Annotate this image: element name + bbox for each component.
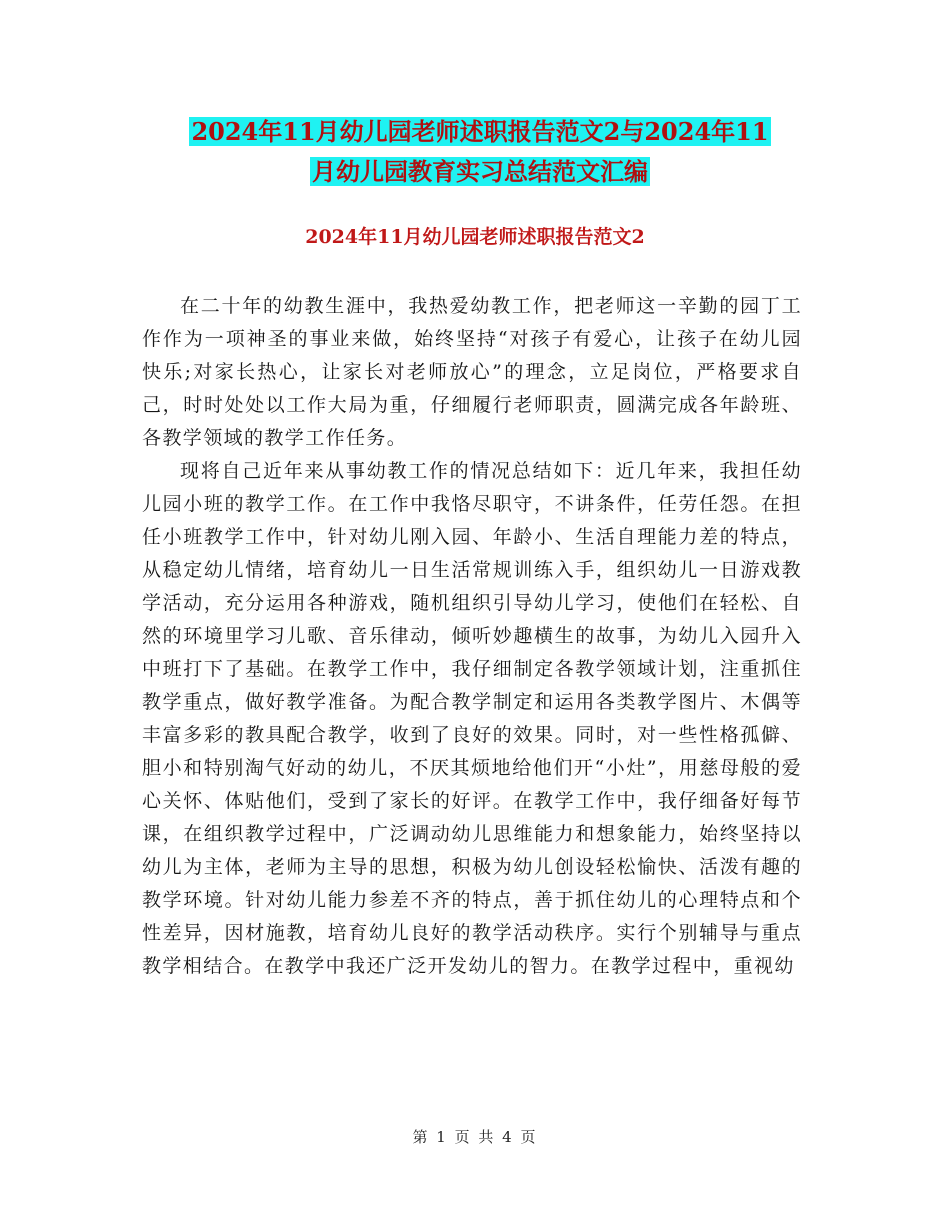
body-text [142,290,802,983]
document-title-line-2: 月幼儿园教育实习总结范文汇编 [312,157,648,186]
section-title: 2024年11月幼儿园老师述职报告范文2 [305,226,645,248]
paragraph-1: 在二十年的幼教生涯中，我热爱幼教工作，把老师这一辛勤的园丁工作作为一项神圣的事业来做，始终坚持“对孩子有爱心，让孩子在幼儿园快乐;对家长热心，让家长对老师放心”的理念，立足岗位，严格要求自己，时时处处以工作大局为重，仔细履行老师职责，圆满完成各年龄班、各教学领域的教学工作任务。 [142,295,802,449]
paragraph-2: 现将自己近年来从事幼教工作的情况总结如下：近几年来，我担任幼儿园小班的教学工作。在工作中我恪尽职守，不讲条件，任劳任怨。在担任小班教学工作中，针对幼儿刚入园、年龄小、生活自理能力差的特点，从稳定幼儿情绪，培育幼儿一日生活常规训练入手，组织幼儿一日游戏教学活动，充分运用各种游戏，随机组织引导幼儿学习，使他们在轻松、自然的环境里学习儿歌、音乐律动，倾听妙趣横生的故事，为幼儿入园升入中班打下了基础。在教学工作中，我仔细制定各教学领域计划，注重抓住教学重点，做好教学准备。为配合教学制定和运用各类教学图片、木偶等丰富多彩的教具配合教学，收到了良好的效果。同时，对一些性格孤僻、胆小和特别淘气好动的幼儿，不厌其烦地给他们开“小灶”，用慈母般的爱心关怀、体贴他们，受到了家长的好评。在教学工作中，我仔细备好每节课，在组织教学过程中，广泛调动幼儿思维能力和想象能力，始终坚持以幼儿为主体，老师为主导的思想，积极为幼儿创设轻松愉快、活泼有趣的教学环境。针对幼儿能力参差不齐的特点，善于抓住幼儿的心理特点和个性差异，因材施教，培育幼儿良好的教学活动秩序。实行个别辅导与重点教学相结合。在教学中我还广泛开发幼儿的智力。在教学过程中，重视幼 [142,460,802,977]
document-title-line-1: 2024年11月幼儿园老师述职报告范文2与2024年11 [191,117,769,146]
page-footer: 第 1 页 共 4 页 [412,1128,538,1146]
document-title [150,112,810,192]
